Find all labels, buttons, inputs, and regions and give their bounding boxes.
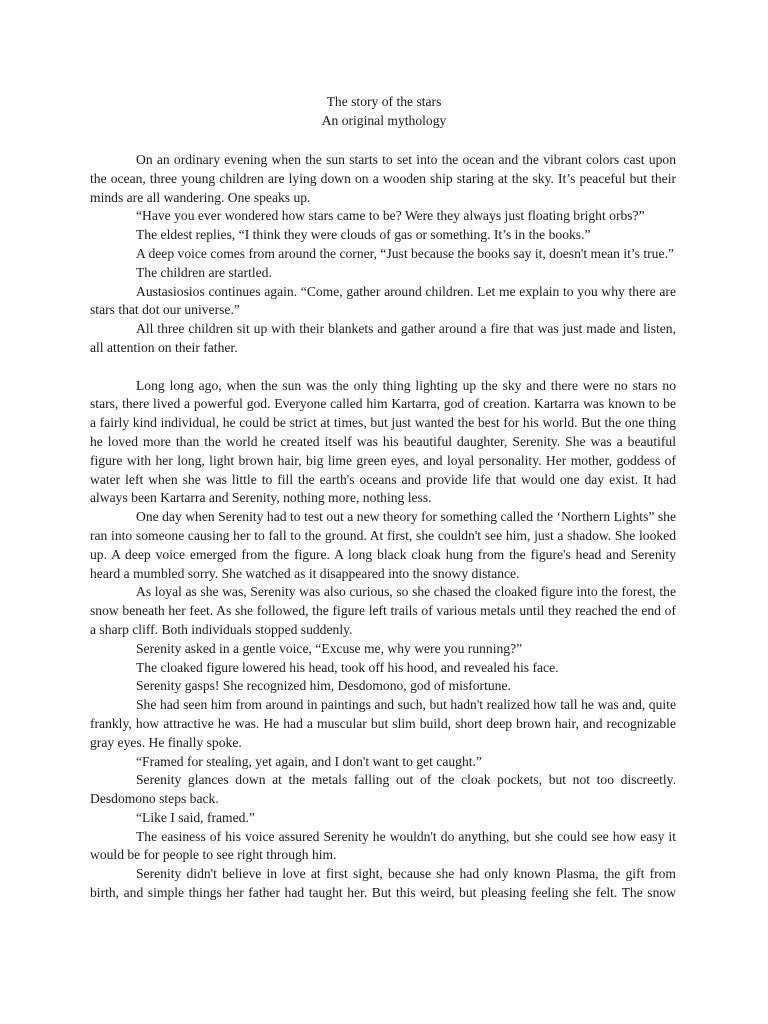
paragraph: Serenity gasps! She recognized him, Desdomono, god of misfortune.: [136, 678, 511, 694]
paragraph: One day when Serenity had to test out a new theory for something called the ‘Northern Lights” she ran into someone causing her to fall to the ground. At first, she couldn't see him, just a shadow. She looked up. A deep voice emerged from the figure. A long black cloak hung from the figure's head and Serenity heard a mumbled sorry. She watched as it disappeared into the snowy distance.: [90, 509, 676, 581]
title-block: [0, 93, 768, 131]
paragraph: The eldest replies, “I think they were clouds of gas or something. It’s in the books.”: [136, 227, 591, 243]
page-subtitle: An original mythology: [321, 112, 447, 128]
paragraph: Serenity asked in a gentle voice, “Excuse me, why were you running?”: [136, 640, 523, 656]
paragraph: “Have you ever wondered how stars came to be? Were they always just floating bright orbs?”: [136, 208, 645, 224]
paragraph: The easiness of his voice assured Serenity he wouldn't do anything, but she could see how easy it would be for people to see right through him.: [90, 828, 676, 863]
section-break: [90, 358, 676, 377]
paragraph: Serenity didn't believe in love at first sight, because she had only known Plasma, the gift from birth, and simple things her father had taught her. But this weird, but pleasing feeling she felt. The snow: [90, 866, 676, 901]
paragraph: Austasiosios continues again. “Come, gather around children. Let me explain to you why there are stars that dot our universe.”: [90, 283, 676, 318]
paragraph: The cloaked figure lowered his head, took off his hood, and revealed his face.: [136, 659, 559, 675]
paragraph: A deep voice comes from around the corner, “Just because the books say it, doesn't mean it’s true.”: [136, 245, 674, 261]
paragraph: On an ordinary evening when the sun starts to set into the ocean and the vibrant colors cast upon the ocean, three young children are lying down on a wooden ship staring at the sky. It’s peaceful but their minds are all wandering. One speaks up.: [90, 152, 676, 205]
paragraph: “Like I said, framed.”: [136, 809, 255, 825]
paragraph: Long long ago, when the sun was the only thing lighting up the sky and there were no stars no stars, there lived a powerful god. Everyone called him Kartarra, god of creation. Kartarra was known to be a fairly kind individual, he could be strict at times, but just wanted the best for his world. But the one thing he loved more than the world he created itself was his beautiful daughter, Serenity. She was a beautiful figure with her long, light brown hair, big lime green eyes, and loyal personality. Her mother, goddess of water left when she was little to fill the earth's oceans and provide life that would one day exist. It had always been Kartarra and Serenity, nothing more, nothing less.: [90, 377, 676, 506]
page-title: The story of the stars: [326, 94, 442, 109]
paragraph: As loyal as she was, Serenity was also curious, so she chased the cloaked figure into the forest, the snow beneath her feet. As she followed, the figure left trails of various metals until they reached the end of a sharp cliff. Both individuals stopped suddenly.: [90, 584, 676, 637]
paragraph: The children are startled.: [136, 264, 272, 280]
paragraph: Serenity glances down at the metals falling out of the cloak pockets, but not too discreetly. Desdomono steps back.: [90, 772, 676, 807]
paragraph: She had seen him from around in paintings and such, but hadn't realized how tall he was and, quite frankly, how attractive he was. He had a muscular but slim build, short deep brown hair, and recognizable gray eyes. He finally spoke.: [90, 697, 676, 750]
paragraph: All three children sit up with their blankets and gather around a fire that was just made and listen, all attention on their father.: [90, 321, 676, 355]
story-body: [90, 151, 676, 903]
paragraph: “Framed for stealing, yet again, and I don't want to get caught.”: [136, 753, 482, 769]
